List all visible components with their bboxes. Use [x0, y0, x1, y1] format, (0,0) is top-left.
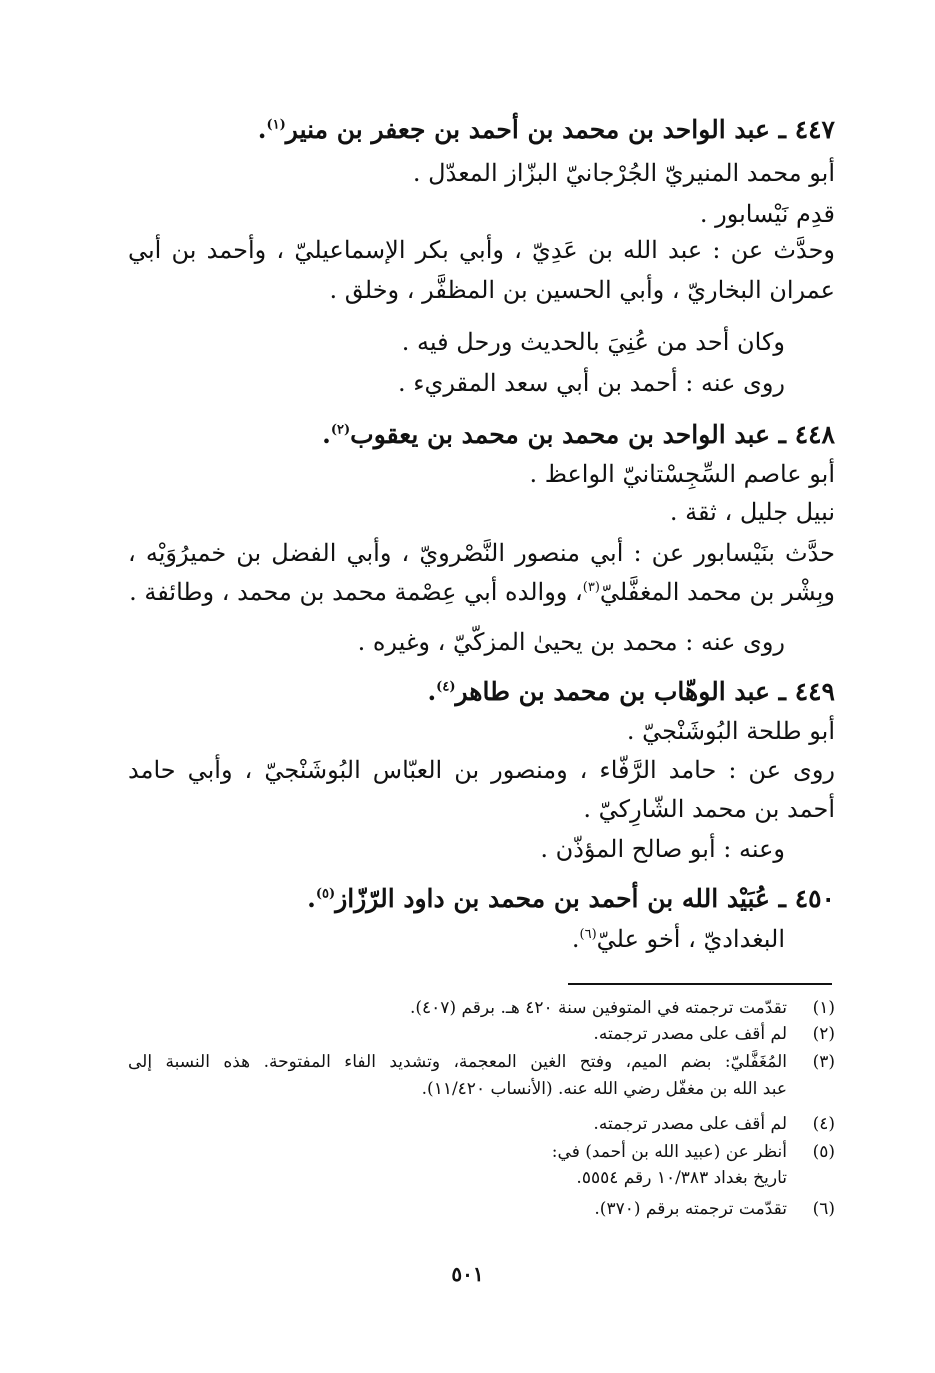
- entry-447-line: وحدَّث عن : عبد الله بن عَدِيّ ، وأبي بكر الإسماعيليّ ، وأحمد بن أبي: [128, 236, 835, 264]
- entry-447-line: وكان أحد من عُنِيَ بالحديث ورحل فيه .: [401, 328, 785, 356]
- entry-448-line: حدَّث بنَيْسابور عن : أبي منصور النَّصْرويّ ، وأبي الفضل بن خميرُوَيْه ،: [128, 539, 835, 567]
- footnote-text: المُغَفَّليّ: بضم الميم، وفتح الغين المعجمة، وتشديد الفاء المفتوحة. هذه النسبة إلى: [128, 1052, 787, 1072]
- footnote-text: لم أقف على مصدر ترجمته.: [593, 1114, 787, 1134]
- entry-447-line: روى عنه : أحمد بن أبي سعد المقريء .: [397, 369, 785, 397]
- footnote-ref-4[interactable]: (٤): [436, 679, 456, 695]
- footnote-text: تقدّمت ترجمته في المتوفين سنة ٤٢٠ هـ. برقم (٤٠٧).: [410, 998, 787, 1018]
- footnote-text: أنظر عن (عبيد الله بن أحمد) في:: [551, 1142, 787, 1162]
- entry-450-heading: ٤٥٠ ـ عُبَيْد الله بن أحمد بن محمد بن داود الرّزّاز$^{(٥)}$.: [307, 884, 835, 913]
- entry-450-line: البغداديّ ، أخو عليّ$^{(٦)}$.: [571, 925, 785, 953]
- footnote-ref-2[interactable]: (٢): [330, 422, 351, 438]
- entry-449-line: أحمد بن محمد الشّارِكيّ .: [583, 795, 835, 823]
- entry-450-title: ٤٥٠ ـ عُبَيْد الله بن أحمد بن محمد بن داود الرّزّاز: [335, 884, 835, 913]
- footnote-ref-1[interactable]: (١): [266, 117, 286, 133]
- footnote-ref-6[interactable]: (٦): [579, 927, 597, 942]
- footnote-text: تاريخ بغداد ١٠/٣٨٣ رقم ٥٥٥٤.: [576, 1168, 787, 1188]
- entry-449-line: روى عن : حامد الرَّفّاء ، ومنصور بن العبّاس البُوشَنْجيّ ، وأبي حامد: [128, 756, 835, 784]
- entry-448-line: روى عنه : محمد بن يحيىٰ المزكّيّ ، وغيره .: [357, 628, 785, 656]
- entry-447-line: عمران البخاريّ ، وأبي الحسين بن المظفَّر ، وخلق .: [329, 276, 835, 304]
- footnote-text: تقدّمت ترجمته برقم (٣٧٠).: [594, 1199, 787, 1219]
- entry-448-line: نبيل جليل ، ثقة .: [669, 498, 835, 526]
- entry-449-line: وعنه : أبو صالح المؤذّن .: [540, 835, 785, 863]
- footnote-number: (٤): [812, 1114, 835, 1134]
- entry-448-line: أبو عاصم السِّجِسْتانيّ الواعظ .: [529, 460, 835, 488]
- footnote-text: عبد الله بن مغفّل رضي الله عنه. (الأنساب ١١/٤٢٠).: [421, 1079, 787, 1099]
- entry-448-line: وبِشْر بن محمد المغفَّليّ$^{(٣)}$، ووالده أبي عِصْمة محمد بن محمد ، وطائفة .: [129, 578, 835, 606]
- footnote-number: (٢): [812, 1024, 835, 1044]
- footnote-divider: [568, 983, 832, 985]
- entry-449-title: ٤٤٩ ـ عبد الوهّاب بن محمد بن طاهر: [455, 677, 835, 706]
- entry-447-title: ٤٤٧ ـ عبد الواحد بن محمد بن أحمد بن جعفر بن منير: [285, 115, 835, 144]
- footnote-number: (٦): [812, 1199, 835, 1219]
- entry-449-heading: ٤٤٩ ـ عبد الوهّاب بن محمد بن طاهر$^{(٤)}$.: [427, 677, 835, 706]
- footnote-number: (٥): [812, 1142, 835, 1162]
- entry-449-line: أبو طلحة البُوشَنْجيّ .: [626, 717, 835, 745]
- footnote-ref-3[interactable]: (٣): [582, 580, 600, 595]
- footnote-text: لم أقف على مصدر ترجمته.: [593, 1024, 787, 1044]
- entry-447-line: أبو محمد المنيريّ الجُرْجانيّ البزّاز المعدّل .: [412, 159, 835, 187]
- entry-448-heading: ٤٤٨ ـ عبد الواحد بن محمد بن محمد بن يعقوب$^{(٢)}$.: [322, 420, 835, 449]
- footnote-ref-5[interactable]: (٥): [315, 886, 336, 902]
- page-number: ٥٠١: [451, 1262, 484, 1286]
- footnote-number: (٣): [812, 1052, 835, 1072]
- entry-448-title: ٤٤٨ ـ عبد الواحد بن محمد بن محمد بن يعقوب: [350, 420, 835, 449]
- entry-447-heading: ٤٤٧ ـ عبد الواحد بن محمد بن أحمد بن جعفر بن منير$^{(١)}$.: [257, 115, 835, 144]
- entry-447-line: قدِم نَيْسابور .: [699, 200, 835, 228]
- footnote-number: (١): [812, 998, 835, 1018]
